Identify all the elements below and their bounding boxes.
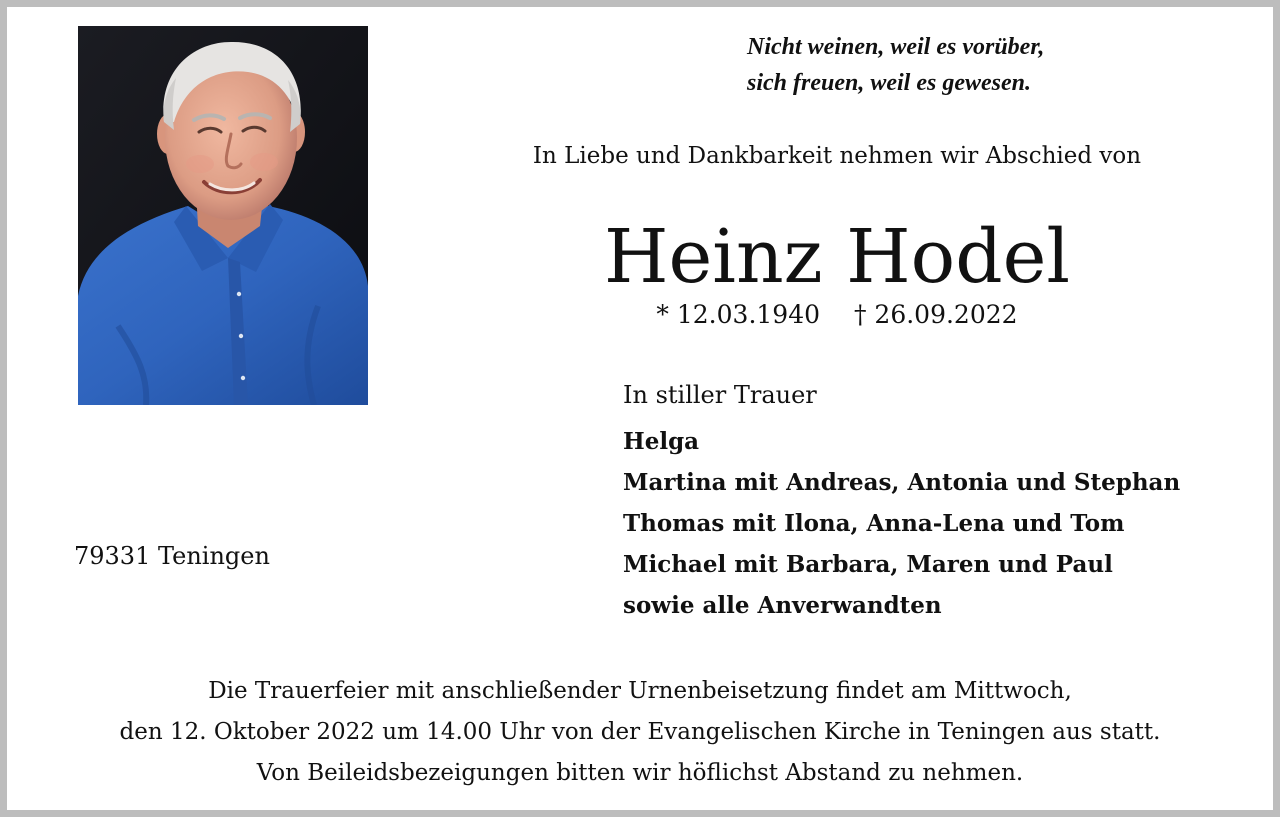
- motto-line-1: Nicht weinen, weil es vorüber,: [747, 34, 1045, 60]
- portrait-photo: [78, 26, 368, 405]
- death-date: † 26.09.2022: [853, 300, 1018, 329]
- mourner-line: sowie alle Anverwandten: [623, 592, 942, 619]
- mourning-label: In stiller Trauer: [623, 381, 817, 409]
- location-text: 79331 Teningen: [74, 542, 270, 570]
- life-dates: [437, 299, 1237, 331]
- ceremony-line-3: Von Beileidsbezeigungen bitten wir höflichst Abstand zu nehmen.: [256, 760, 1024, 786]
- mourner-line: Thomas mit Ilona, Anna-Lena und Tom: [623, 510, 1125, 537]
- mourner-line: Martina mit Andreas, Antonia und Stephan: [623, 469, 1181, 496]
- intro-text: In Liebe und Dankbarkeit nehmen wir Abschied von: [532, 143, 1142, 169]
- ceremony-line-1: Die Trauerfeier mit anschließender Urnenbeisetzung findet am Mittwoch,: [208, 678, 1072, 704]
- deceased-name: Heinz Hodel: [603, 214, 1071, 300]
- ceremony-info: [7, 671, 1273, 794]
- mourner-line: Helga: [623, 428, 700, 455]
- motto-line-2: sich freuen, weil es gewesen.: [747, 70, 1031, 96]
- motto-quote: [747, 29, 1267, 101]
- birth-date: * 12.03.1940: [656, 300, 821, 329]
- mourners-list: [623, 421, 1180, 626]
- mourner-line: Michael mit Barbara, Maren und Paul: [623, 551, 1113, 578]
- ceremony-line-2: den 12. Oktober 2022 um 14.00 Uhr von der Evangelischen Kirche in Teningen aus statt.: [119, 719, 1161, 745]
